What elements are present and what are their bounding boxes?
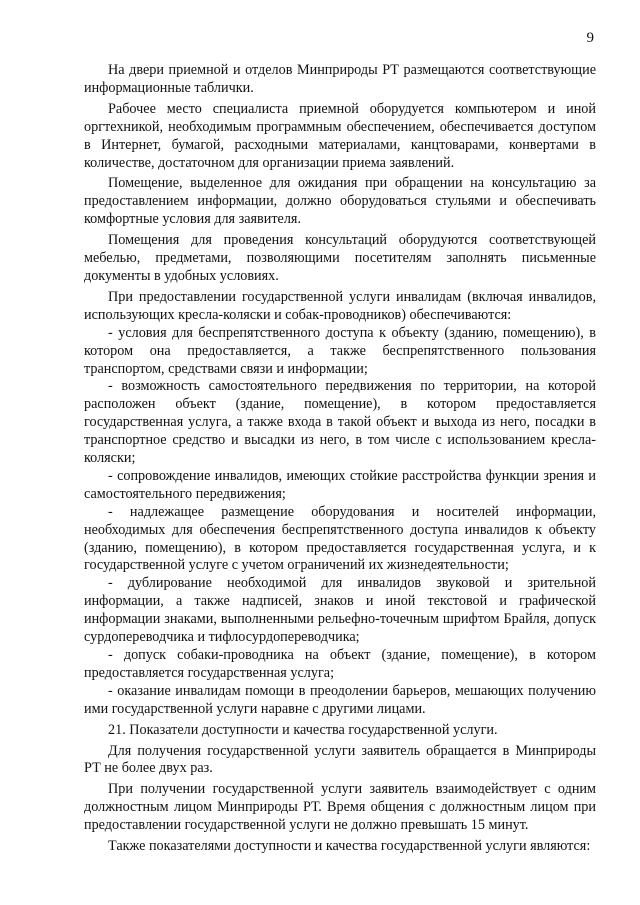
paragraph-disability-intro: При предоставлении государственной услуги инвалидам (включая инвалидов, использующих кресла-коляски и собак-проводников) обеспечиваются: [84, 288, 596, 323]
paragraph-consultation-rooms: Помещения для проведения консультаций оборудуются соответствующей мебелью, предметами, позволяющими посетителям заполнять письменные документы в удобных условиях. [84, 232, 596, 284]
list-item-assistance: - оказание инвалидам помощи в преодолении барьеров, мешающих получению ими государственной услуги наравне с другими лицами. [84, 682, 596, 717]
paragraph-workplace: Рабочее место специалиста приемной оборудуется компьютером и иной оргтехникой, необходимым программным обеспечением, обеспечивается доступом в Интернет, бумагой, расходными материалами, канцтоварами, конвертами в количестве, достаточном для организации приема заявлений. [84, 100, 596, 171]
list-item-access-conditions: - условия для беспрепятственного доступа к объекту (зданию, помещению), в котором она предоставляется, а также беспрепятственного пользования транспортом, средствами связи и информации; [84, 324, 596, 377]
section-heading-21: 21. Показатели доступности и качества государственной услуги. [108, 721, 498, 738]
list-item-equipment-placement: - надлежащее размещение оборудования и носителей информации, необходимых для обеспечения беспрепятственного доступа инвалидов к объекту (зданию, помещению), в котором предоставляется государственная услуга, и к государственной услуге с учетом ограничений их жизнедеятельности; [84, 503, 596, 574]
paragraph-indicators: Также показателями доступности и качества государственной услуги являются: [108, 838, 591, 855]
document-body [84, 62, 596, 859]
paragraph-signage: На двери приемной и отделов Минприроды РТ размещаются соответствующие информационные таблички. [84, 62, 596, 96]
list-item-braille-duplication: - дублирование необходимой для инвалидов звуковой и зрительной информации, а также надписей, знаков и иной текстовой и графической информации знаками, выполненными рельефно-точечным шрифтом Брайля, допуск сурдопереводчика и тифлосурдопереводчика; [84, 575, 596, 646]
list-item-independent-movement: - возможность самостоятельного передвижения по территории, на которой расположен объект (здание, помещение), в котором предоставляется государственная услуга, а также входа в такой объект и выхода из него, посадки в транспортное средство и высадки из него, в том числе с использованием кресла-коляски; [84, 378, 596, 467]
paragraph-waiting-room: Помещение, выделенное для ожидания при обращении на консультацию за предоставлением информации, должно оборудоваться стульями и обеспечивать комфортные условия для заявителя. [84, 175, 596, 228]
list-item-guide-dog: - допуск собаки-проводника на объект (здание, помещение), в котором предоставляется государственная услуга; [84, 647, 596, 681]
list-item-escort: - сопровождение инвалидов, имеющих стойкие расстройства функции зрения и самостоятельного передвижения; [84, 467, 596, 502]
page-number: 9 [586, 30, 594, 46]
paragraph-visits-limit: Для получения государственной услуги заявитель обращается в Минприроды РТ не более двух раз. [84, 742, 596, 777]
paragraph-interaction-time: При получении государственной услуги заявитель взаимодействует с одним должностным лицом Минприроды РТ. Время общения с должностным лицом при предоставлении государственной услуги не должно превышать 15 минут. [84, 781, 596, 834]
